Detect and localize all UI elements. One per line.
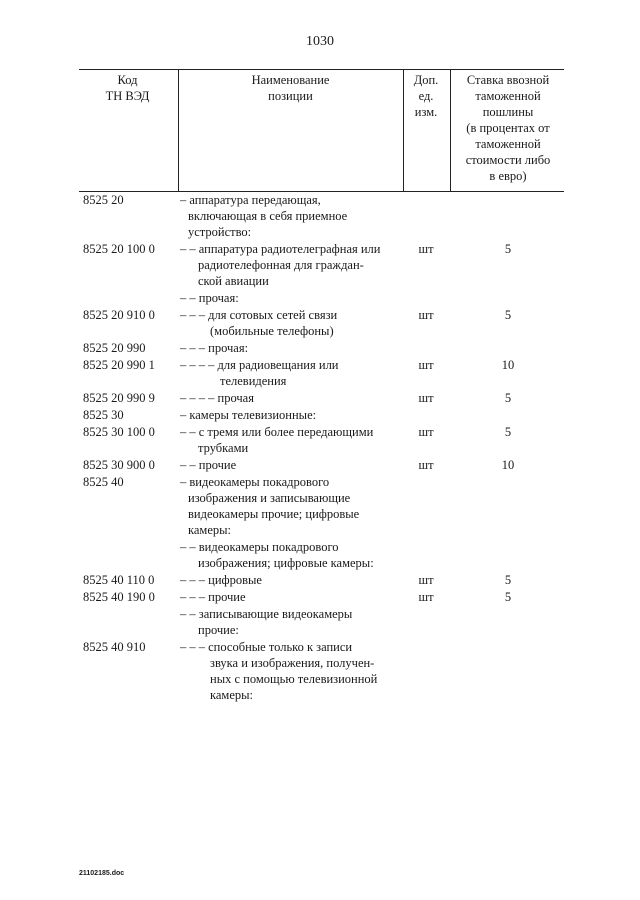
row-code: 8525 20 990 <box>83 341 146 355</box>
row-rate: 5 <box>504 391 512 405</box>
row-description <box>180 589 410 605</box>
table-row <box>0 457 640 473</box>
row-unit: шт <box>418 242 434 256</box>
table-row <box>0 192 640 240</box>
row-description-line: – – – – для радиовещания или <box>180 358 339 372</box>
row-code: 8525 40 910 <box>83 640 146 654</box>
row-code: 8525 30 100 0 <box>83 425 155 439</box>
row-description-line: изображения; цифровые камеры: <box>198 556 374 570</box>
table-row <box>0 307 640 339</box>
header-rate: Ставка ввозной таможенной пошлины (в процентах от таможенной стоимости либо в евро) <box>465 73 551 183</box>
row-description <box>180 539 410 571</box>
table-row <box>0 639 640 703</box>
row-rate: 10 <box>501 358 515 372</box>
table-row <box>0 539 640 571</box>
row-description-line: камеры: <box>210 688 254 702</box>
row-description <box>180 474 410 538</box>
row-description <box>180 407 410 423</box>
row-description <box>180 390 410 406</box>
row-unit: шт <box>418 458 434 472</box>
row-description <box>180 241 410 289</box>
row-description-line: прочие: <box>198 623 239 637</box>
row-code: 8525 20 990 1 <box>83 358 155 372</box>
row-unit: шт <box>418 590 434 604</box>
page-number: 1030 <box>306 34 334 49</box>
table-row <box>0 407 640 423</box>
table-row <box>0 290 640 306</box>
row-description-line: – – прочая: <box>180 291 239 305</box>
row-description-line: (мобильные телефоны) <box>210 324 334 338</box>
table-row <box>0 390 640 406</box>
row-description-line: телевидения <box>220 374 287 388</box>
row-code: 8525 20 <box>83 193 124 207</box>
row-description-line: видеокамеры прочие; цифровые <box>188 507 360 521</box>
row-description-line: – – с тремя или более передающими <box>180 425 374 439</box>
table-row <box>0 606 640 638</box>
row-code: 8525 40 110 0 <box>83 573 155 587</box>
row-description-line: ных с помощью телевизионной <box>210 672 378 686</box>
row-description-line: – аппаратура передающая, <box>180 193 321 207</box>
row-description-line: изображения и записывающие <box>188 491 351 505</box>
row-code: 8525 30 <box>83 408 124 422</box>
row-description <box>180 606 410 638</box>
row-rate: 10 <box>501 458 515 472</box>
row-unit: шт <box>418 573 434 587</box>
row-unit: шт <box>418 425 434 439</box>
row-code: 8525 30 900 0 <box>83 458 155 472</box>
row-rate: 5 <box>504 242 512 256</box>
row-code: 8525 20 990 9 <box>83 391 155 405</box>
row-description-line: – – аппаратура радиотелеграфная или <box>180 242 381 256</box>
row-description-line: – – – способные только к записи <box>180 640 353 654</box>
row-rate: 5 <box>504 590 512 604</box>
row-description <box>180 290 410 306</box>
row-description <box>180 639 410 703</box>
row-rate: 5 <box>504 308 512 322</box>
table-row <box>0 357 640 389</box>
header-unit: Доп. ед. изм. <box>413 73 439 119</box>
row-description-line: радиотелефонная для граждан- <box>198 258 364 272</box>
table-row <box>0 424 640 456</box>
row-description <box>180 457 410 473</box>
row-description-line: – камеры телевизионные: <box>180 408 317 422</box>
row-description-line: включающая в себя приемное <box>188 209 348 223</box>
row-description-line: – – записывающие видеокамеры <box>180 607 353 621</box>
row-rate: 5 <box>504 425 512 439</box>
row-description <box>180 357 410 389</box>
row-description <box>180 424 410 456</box>
table-row <box>0 241 640 289</box>
row-description-line: – – – цифровые <box>180 573 262 587</box>
row-code: 8525 40 190 0 <box>83 590 155 604</box>
row-description <box>180 307 410 339</box>
footer-filename: 21102185.doc <box>79 870 125 877</box>
row-description-line: – – – прочие <box>180 590 246 604</box>
row-description-line: – видеокамеры покадрового <box>180 475 330 489</box>
row-unit: шт <box>418 358 434 372</box>
row-description-line: – – прочие <box>180 458 237 472</box>
row-code: 8525 20 910 0 <box>83 308 155 322</box>
table-row <box>0 340 640 356</box>
row-rate: 5 <box>504 573 512 587</box>
table-row <box>0 572 640 588</box>
row-unit: шт <box>418 308 434 322</box>
row-description <box>180 340 410 356</box>
row-description-line: камеры: <box>188 523 232 537</box>
row-description-line: трубками <box>198 441 249 455</box>
table-row <box>0 589 640 605</box>
row-description-line: – – – – прочая <box>180 391 254 405</box>
row-description-line: – – – для сотовых сетей связи <box>180 308 338 322</box>
row-description-line: – – видеокамеры покадрового <box>180 540 339 554</box>
row-description-line: устройство: <box>188 225 252 239</box>
row-code: 8525 20 100 0 <box>83 242 155 256</box>
table-row <box>0 474 640 538</box>
header-code: Код ТН ВЭД <box>105 73 150 103</box>
row-description-line: – – – прочая: <box>180 341 249 355</box>
row-description-line: ской авиации <box>198 274 269 288</box>
header-name: Наименование позиции <box>251 73 330 103</box>
row-description <box>180 572 410 588</box>
row-unit: шт <box>418 391 434 405</box>
row-description <box>180 192 410 240</box>
row-code: 8525 40 <box>83 475 124 489</box>
row-description-line: звука и изображения, получен- <box>210 656 375 670</box>
